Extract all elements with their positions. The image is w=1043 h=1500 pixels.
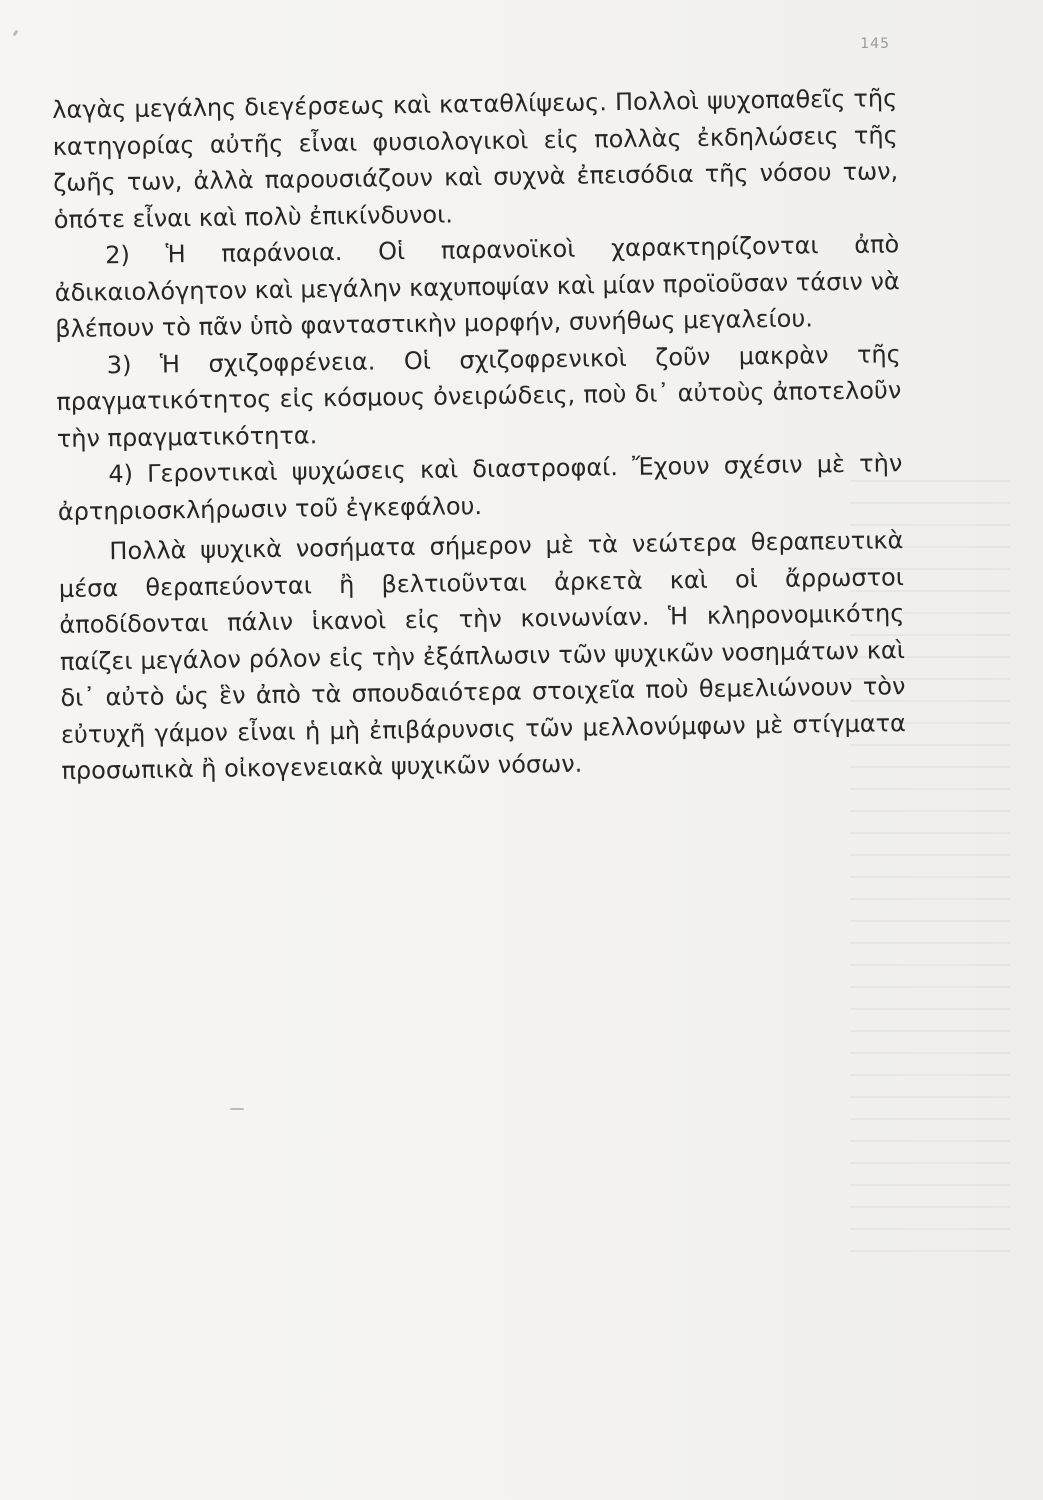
- paper-speck: [230, 1108, 244, 1110]
- paragraph-treatment-heredity: Πολλὰ ψυχικὰ νοσήματα σήμερον μὲ τὰ νεώτερα θεραπευτικὰ μέσα θεραπεύονται ἢ βελτιοῦνται ἀρκετὰ καὶ οἱ ἄρρωστοι ἀποδίδονται πάλιν ἱκανοὶ εἰς τὴν κοινωνίαν. Ἡ κληρονομικότης παίζει μεγάλον ρόλον εἰς τὴν ἐξάπλωσιν τῶν ψυχικῶν νοσημάτων καὶ δι᾿ αὐτὸ ὡς ἓν ἀπὸ τὰ σπουδαιότερα στοιχεῖα ποὺ θεμελιώνουν τὸν εὐτυχῆ γάμον εἶναι ἡ μὴ ἐπιβάρυνσις τῶν μελλονύμφων μὲ στίγματα προσωπικὰ ἢ οἰκογενειακὰ ψυχικῶν νόσων.: [58, 526, 907, 785]
- paragraph-paranoia: 2) Ἡ παράνοια. Οἱ παρανοϊκοὶ χαρακτηρίζονται ἀπὸ ἀδικαιολόγητον καὶ μεγάλην καχυποψίαν καὶ μίαν προϊοῦσαν τάσιν νὰ βλέπουν τὸ πᾶν ὑπὸ φανταστικὴν μορφήν, συνήθως μεγαλείου.: [54, 230, 900, 343]
- paper-speck: [13, 30, 19, 37]
- page-number: 145: [860, 36, 890, 52]
- paragraph-continuation: λαγὰς μεγάλης διεγέρσεως καὶ καταθλίψεως. Πολλοὶ ψυχοπαθεῖς τῆς κατηγορίας αὐτῆς εἶναι φυσιολογικοὶ εἰς πολλὰς ἐκδηλώσεις τῆς ζωῆς των, ἀλλὰ παρουσιάζουν καὶ συχνὰ ἐπεισόδια τῆς νόσου των, ὁπότε εἶναι καὶ πολὺ ἐπικίνδυνοι.: [52, 84, 899, 234]
- body-text: [52, 80, 907, 789]
- paragraph-senile-psychoses: 4) Γεροντικαὶ ψυχώσεις καὶ διαστροφαί. Ἔχουν σχέσιν μὲ τὴν ἀρτηριοσκλήρωσιν τοῦ ἐγκεφάλου.: [57, 449, 903, 526]
- paragraph-schizophrenia: 3) Ἡ σχιζοφρένεια. Οἱ σχιζοφρενικοὶ ζοῦν μακρὰν τῆς πραγματικότητος εἰς κόσμους ὀνειρώδεις, ποὺ δι᾿ αὐτοὺς ἀποτελοῦν τὴν πραγματικότητα.: [56, 339, 902, 453]
